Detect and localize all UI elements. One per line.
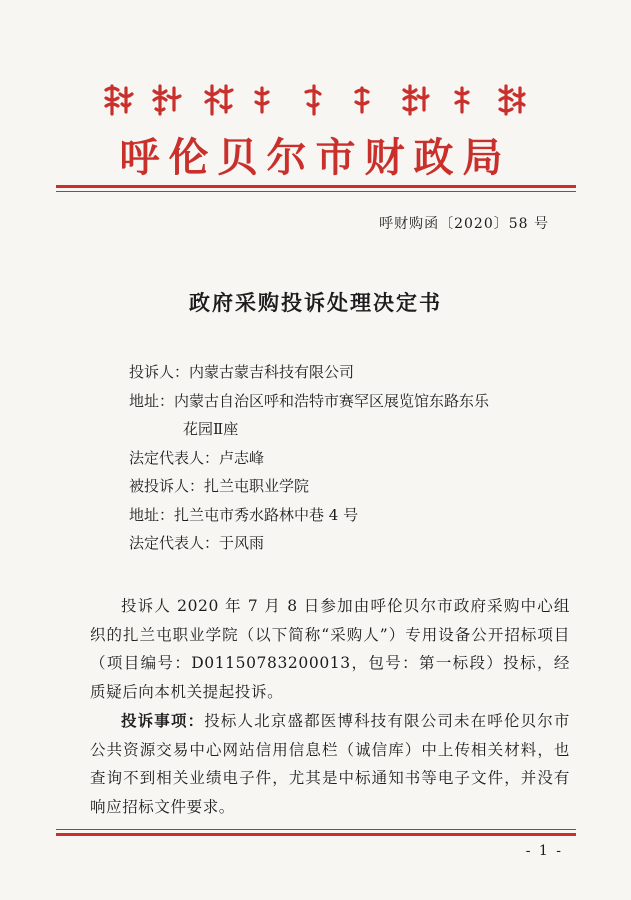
respondent-rep-label: 法定代表人：: [129, 534, 220, 552]
respondent-line: [129, 472, 559, 501]
header-rule-thin: [56, 191, 576, 192]
respondent-name: 扎兰屯职业学院: [204, 477, 310, 495]
respondent-address: 扎兰屯市秀水路林中巷 4 号: [174, 505, 359, 524]
respondent-address-line: [129, 501, 559, 530]
respondent-label: 被投诉人：: [129, 477, 205, 495]
party-list: [129, 358, 559, 558]
footer-rule-thick: [56, 833, 576, 836]
header-rule-thick: [56, 185, 576, 188]
mongolian-script-glyphs: [0, 78, 631, 122]
complainant-rep-label: 法定代表人：: [129, 448, 220, 467]
complaint-matters-text: 投标人北京盛都医博科技有限公司未在呼伦贝尔市公共资源交易中心网站信用信息栏（诚信库）中上传相关材料，也查询不到相关业绩电子件，尤其是中标通知书等电子文件，并没有响应招标文件要求。: [90, 712, 570, 816]
complainant-address: 内蒙古自治区呼和浩特市赛罕区展览馆东路东乐: [174, 391, 490, 410]
complaint-matters-label: 投诉事项：: [121, 711, 205, 730]
respondent-rep: 于风雨: [219, 534, 265, 552]
complainant-address-label: 地址：: [129, 391, 175, 410]
page-number: - 1 -: [525, 843, 563, 859]
complainant-rep: 卢志峰: [219, 448, 265, 467]
respondent-address-label: 地址：: [129, 505, 175, 524]
respondent-rep-line: [129, 529, 559, 558]
complainant-label: 投诉人：: [129, 363, 190, 381]
footer-rule-thin: [56, 829, 576, 830]
document-title: 政府采购投诉处理决定书: [189, 290, 442, 315]
mongolian-script-heading: [0, 78, 631, 122]
complainant-address-continuation: 花园Ⅱ座: [183, 420, 239, 438]
complainant-rep-line: [129, 444, 559, 473]
agency-name: 呼伦贝尔市财政局: [119, 134, 512, 181]
complainant-name: 内蒙古蒙吉科技有限公司: [189, 363, 355, 381]
complainant-line: [129, 358, 559, 387]
complaint-matters-paragraph: [90, 707, 570, 821]
document-number: 呼财购函〔2020〕58 号: [379, 216, 549, 232]
complaint-background-paragraph: 投诉人 2020 年 7 月 8 日参加由呼伦贝尔市政府采购中心组织的扎兰屯职业学院（以下简称“采购人”）专用设备公开招标项目（项目编号：D01150783200013，包号：第一标段）投标，经质疑后向本机关提起投诉。: [90, 597, 570, 701]
complainant-address-line: [129, 387, 559, 416]
